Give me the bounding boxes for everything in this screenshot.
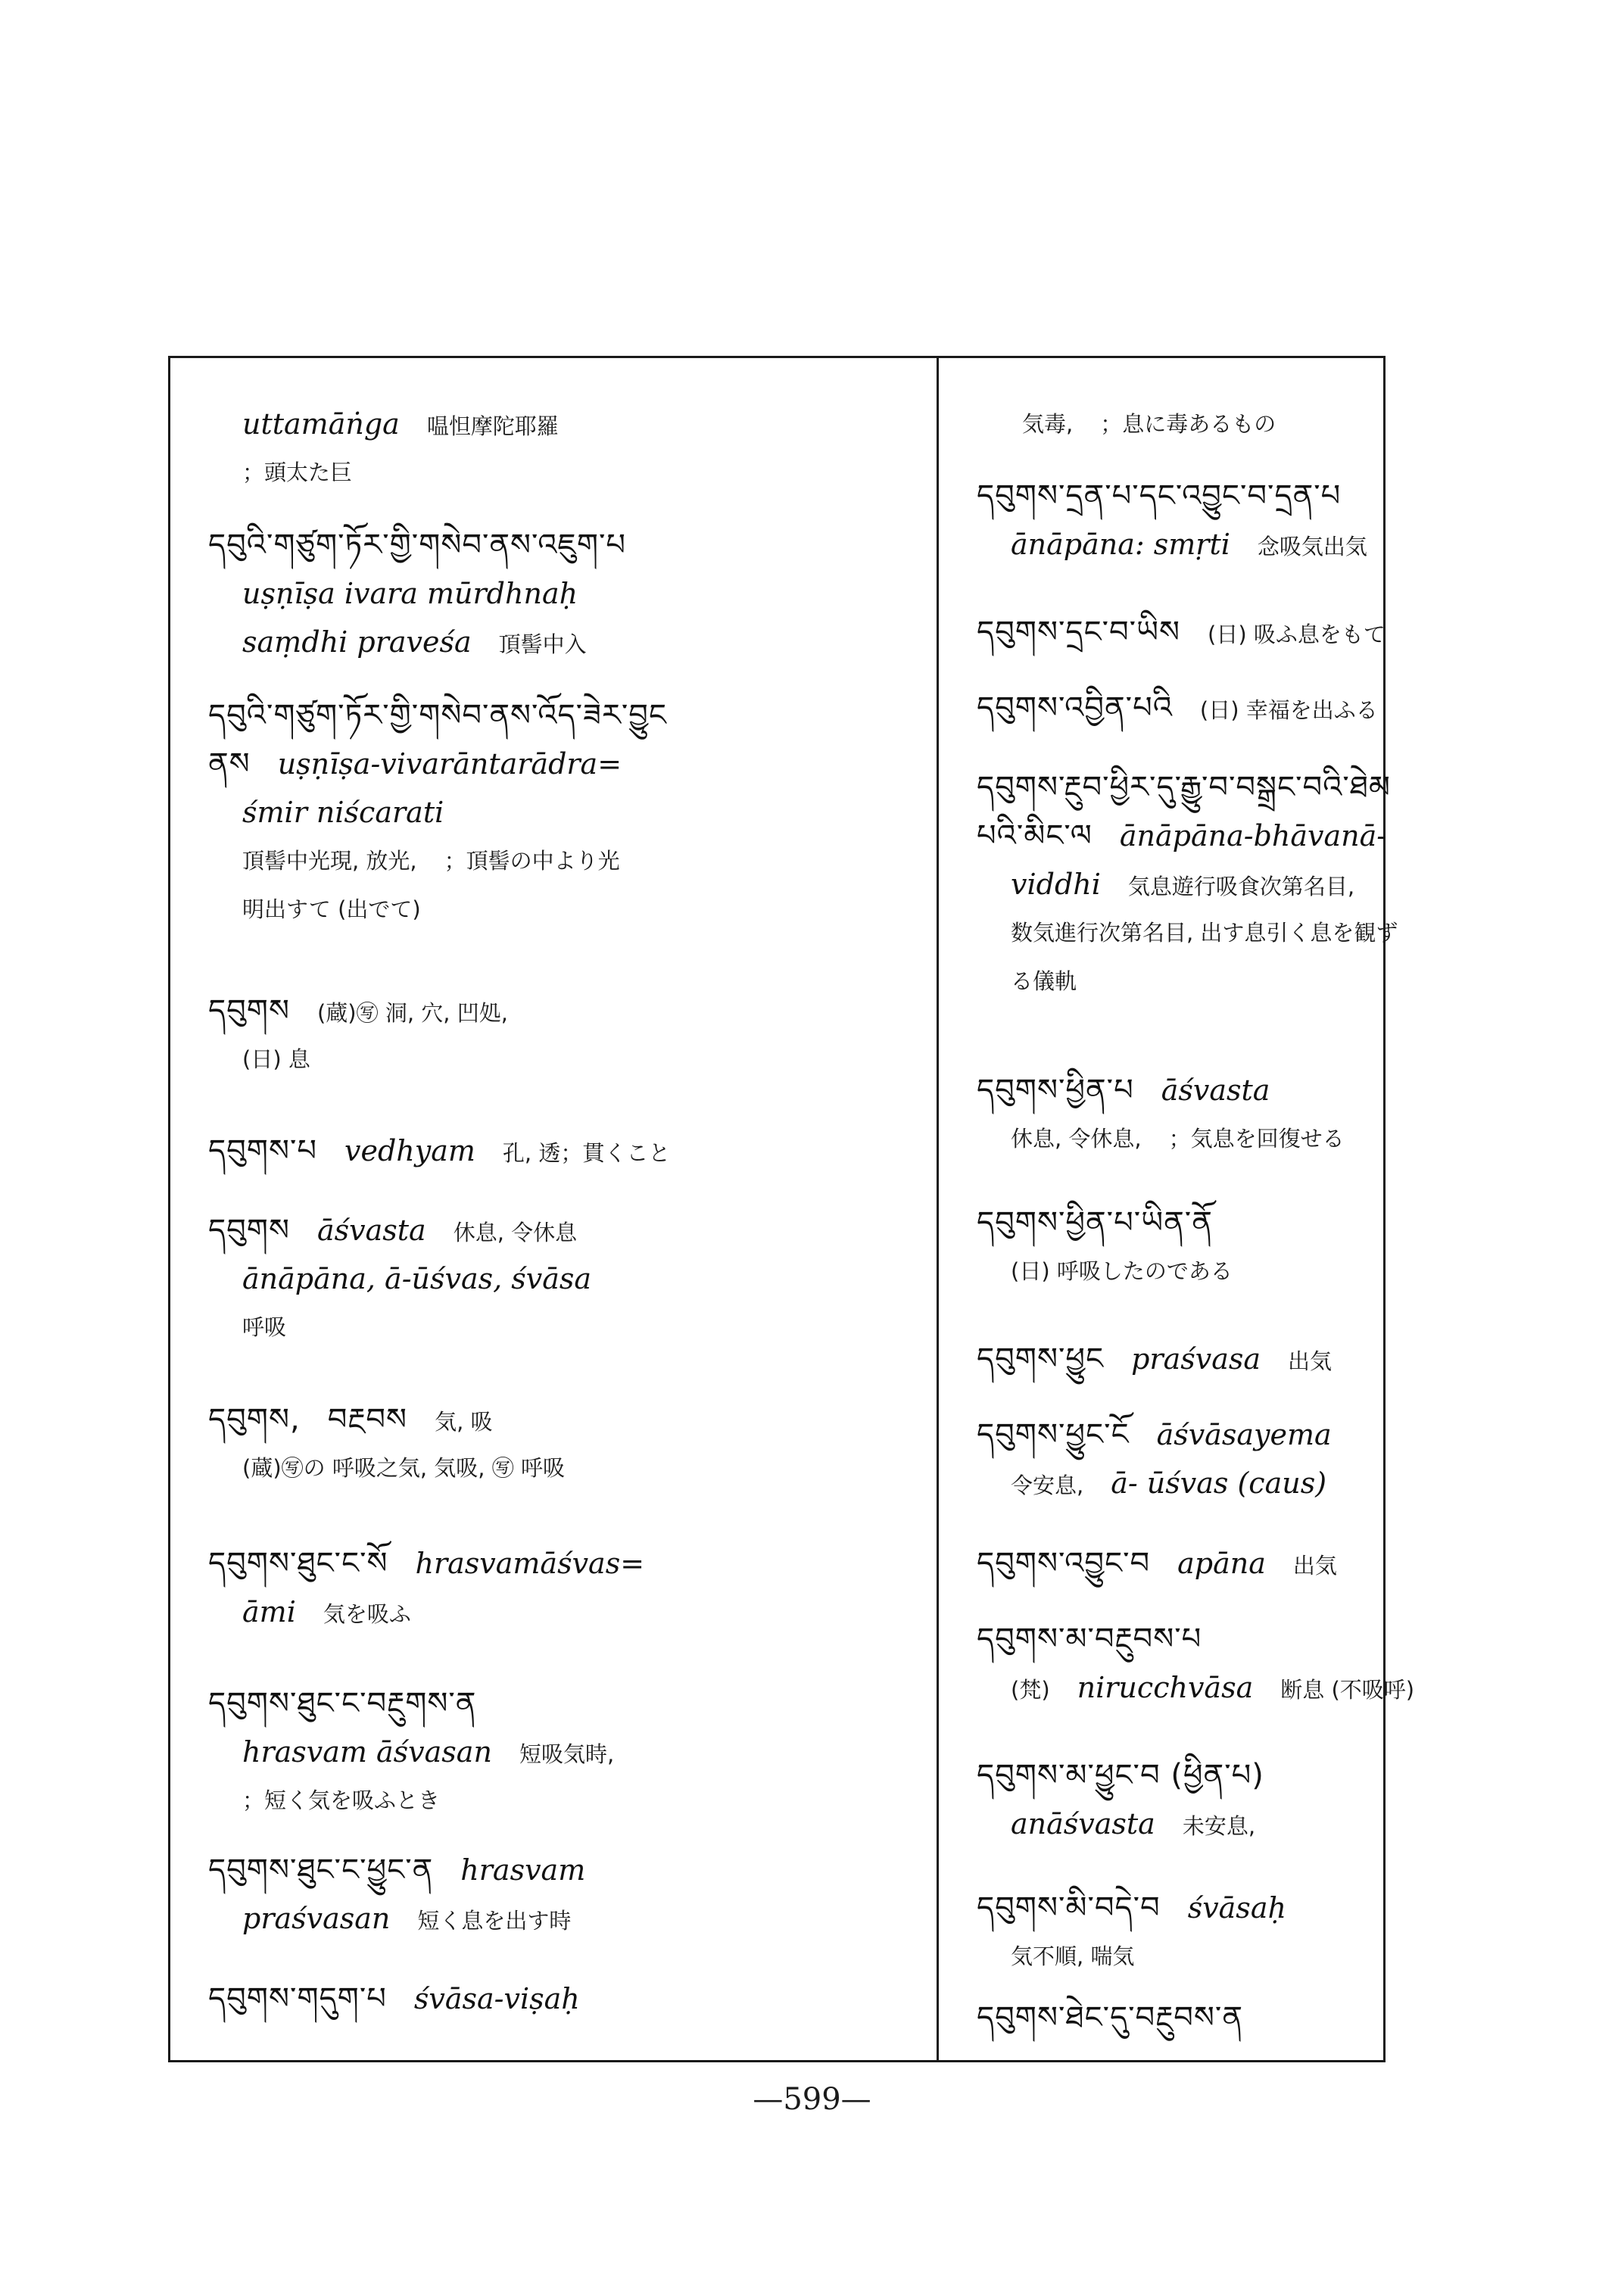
entry-asvasayema [939,1410,1383,1507]
romanization: śvāsaḥ [1187,1891,1286,1925]
entry-dbugs-drang [939,608,1386,656]
entry-dbugs [170,986,937,1083]
tibetan-headword: དབུའི་གཙུག་ཏོར་གྱི་གསེབ་ནས་འོད་ཟེར་བྱུང [208,698,667,733]
romanization: ā- ūśvas (caus) [1111,1466,1327,1500]
japanese-gloss: 気不順, 喘気 [1011,1943,1135,1969]
romanization: vedhyam [344,1134,475,1167]
entry-anapana-bhavana [939,763,1398,1005]
japanese-gloss: 明出すて (出でて) [242,896,421,922]
tibetan-headword: པའི་མིང་ལ [977,818,1093,853]
romanization: āmi [242,1595,296,1629]
japanese-gloss: (日) 息 [242,1046,310,1072]
tibetan-headword: དབུགས [208,1213,290,1248]
entry-apana [939,1539,1383,1588]
entry-anasvasta [939,1751,1383,1848]
romanization: hrasvam āśvasan [242,1735,492,1769]
japanese-gloss: 未安息, [1182,1813,1256,1839]
tibetan-headword: དབུགས་མི་བདེ་བ [977,1890,1161,1925]
romanization: ānāpāna, ā-ūśvas, śvāsa [242,1262,592,1295]
entry-prasvasa [939,1335,1383,1383]
entry-hrasvamasvasami [170,1539,937,1636]
romanization: āśvasta [316,1214,426,1247]
tibetan-headword: དབུགས [208,993,290,1028]
tibetan-headword: དབུགས་ཕྱིན་པ [977,1073,1134,1108]
japanese-gloss: 気を吸ふ [323,1601,411,1627]
romanization: uttamāṅga [242,407,400,441]
tibetan-headword: དབུགས་ཕྱུང [977,1342,1105,1376]
tibetan-headword: དབུགས་གདུག་པ [208,1981,387,2016]
japanese-gloss: 嗢怛摩陀耶羅 [426,413,559,439]
japanese-gloss: 休息, 令休息, [1011,1126,1142,1152]
romanization: anāśvasta [1011,1807,1155,1840]
romanization: śmir niścarati [242,796,444,829]
tibetan-headword: དབུགས་འབྱིན་པའི [977,690,1173,725]
romanization: uṣṇīṣa ivara mūrdhnaḥ [242,577,578,610]
romanization: apāna [1177,1547,1266,1580]
japanese-gloss: (日) 呼吸したのである [1011,1258,1233,1284]
japanese-gloss: ；短く気を吸ふとき [242,1788,441,1813]
entry-nirucchvasa [939,1615,1415,1712]
japanese-gloss: 呼吸 [242,1314,287,1340]
tibetan-headword: དབུགས་ཐུང་ང་ཕྱུང་ན [208,1853,434,1887]
romanization: saṃdhi praveśa [242,625,472,659]
entry-usnisa-vivara [170,691,937,933]
entry-asvasta-right [939,1066,1383,1163]
tibetan-headword: དབུགས་ཐེང་དུ་བརྔུབས་ན [977,2000,1243,2035]
japanese-gloss: ；頂髻の中より光 [444,848,620,874]
japanese-gloss: ；息に毒あるもの [1100,411,1276,437]
japanese-gloss: (日) 吸ふ息をもて [1208,622,1386,647]
tibetan-headword: དབུགས, [208,1402,301,1437]
entry-anapana-smrti [939,472,1383,569]
romanization: hrasvamāśvas= [415,1547,645,1580]
dictionary-frame [168,356,1415,2062]
romanization: śvāsa-viṣaḥ [413,1982,580,2015]
entry-dbugs-theng [939,1993,1383,2042]
entry-usnisa-murdhnah [170,521,937,666]
japanese-gloss: 孔, 透；貫くこと [502,1140,671,1166]
romanization: āśvāsayema [1156,1418,1332,1451]
japanese-gloss: (蔵)㊢ 洞, 穴, 凹処, [316,1000,508,1026]
entry-svasa-visah [170,1975,937,2023]
tibetan-headword: དབུགས་རྔུབ་ཕྱིར་དུ་རྒྱུ་བ་བསྒྲང་བའི་ཐེམ [977,770,1391,805]
japanese-gloss: ；頭太た巨 [242,460,353,485]
tibetan-headword: དབུགས་དྲན་པ་དང་འབྱུང་བ་དྲན་པ [977,478,1342,513]
left-column [170,358,937,2060]
tibetan-headword: དབུགས་ཐུང་ང་བརྔུགས་ན [208,1686,477,1721]
romanization: praśvasan [242,1902,391,1935]
tibetan-headword: དབུགས་དྲང་བ་ཡིས [977,615,1181,650]
entry-svasah [939,1884,1383,1981]
right-column [939,358,1415,2060]
romanization: ānāpāna: smṛti [1011,528,1230,561]
japanese-gloss: 頂髻中入 [498,631,587,657]
japanese-gloss: 気息遊行吸食次第名目, [1127,874,1355,899]
entry-kidoku [939,400,1383,448]
japanese-gloss: (梵) [1011,1677,1050,1703]
tibetan-headword: དབུགས་འབྱུང་བ [977,1546,1151,1581]
entry-uttamanga [170,400,937,497]
japanese-gloss: 短吸気時, [519,1741,615,1767]
japanese-gloss: (日) 幸福を出ふる [1199,697,1378,723]
japanese-gloss: 出気 [1292,1553,1337,1579]
japanese-gloss: 令安息, [1011,1473,1084,1498]
entry-hrasvam-asvasan [170,1679,937,1825]
tibetan-headword: དབུའི་གཙུག་ཏོར་གྱི་གསེབ་ནས་འཇུག་པ [208,528,627,563]
japanese-gloss: 気, 吸 [435,1409,493,1435]
japanese-gloss: 頂髻中光現, 放光, [242,848,417,874]
romanization: ānāpāna-bhāvanā- [1119,819,1387,852]
tibetan-headword: དབུགས་ཐུང་ང་སོ [208,1546,388,1581]
entry-dbugs-rngabs [170,1395,937,1492]
tibetan-headword: དབུགས་པ [208,1133,317,1168]
japanese-gloss: 断息 (不吸呼) [1280,1677,1415,1703]
tibetan-headword: དབུགས་ཕྱུང་ངོ [977,1417,1130,1452]
japanese-gloss: ；気息を回復せる [1168,1126,1345,1152]
japanese-gloss: 数気進行次第名目, 出す息引く息を観ず [1011,920,1398,946]
tibetan-headword: ནས [208,746,251,781]
japanese-gloss: る儀軌 [1011,968,1077,994]
romanization: nirucchvāsa [1077,1671,1254,1704]
japanese-gloss: (蔵)㊢の 呼吸之気, 気吸, ㊢ 呼吸 [242,1455,565,1481]
tibetan-headword: དབུགས་ཕྱིན་པ་ཡིན་ནོ [977,1205,1213,1240]
page-number: —599— [753,2082,871,2117]
entry-phyin-pa-yin-no [939,1198,1383,1295]
japanese-gloss: 出気 [1288,1348,1333,1374]
tibetan-headword: བརྔབས [327,1402,408,1437]
romanization: āśvasta [1161,1074,1270,1107]
entry-vedhyam [170,1127,937,1175]
japanese-gloss: 短く息を出す時 [417,1908,572,1934]
entry-asvasta [170,1206,937,1351]
romanization: uṣṇīṣa-vivarāntarādra= [277,747,622,781]
tibetan-headword: དབུགས་མ་ཕྱུང་བ (ཕྱིན་པ) [977,1758,1264,1793]
entry-dbugs-byin [939,684,1383,732]
japanese-gloss: 休息, 令休息 [453,1220,578,1245]
japanese-gloss: 気毒, [1022,411,1074,437]
japanese-gloss: 念吸気出気 [1257,534,1367,559]
romanization: viddhi [1011,868,1101,901]
romanization: praśvasa [1131,1342,1261,1376]
tibetan-headword: དབུགས་མ་བརྔུབས་པ [977,1622,1202,1657]
entry-hrasvam-prasvasan [170,1846,937,1943]
romanization: hrasvam [460,1853,586,1887]
